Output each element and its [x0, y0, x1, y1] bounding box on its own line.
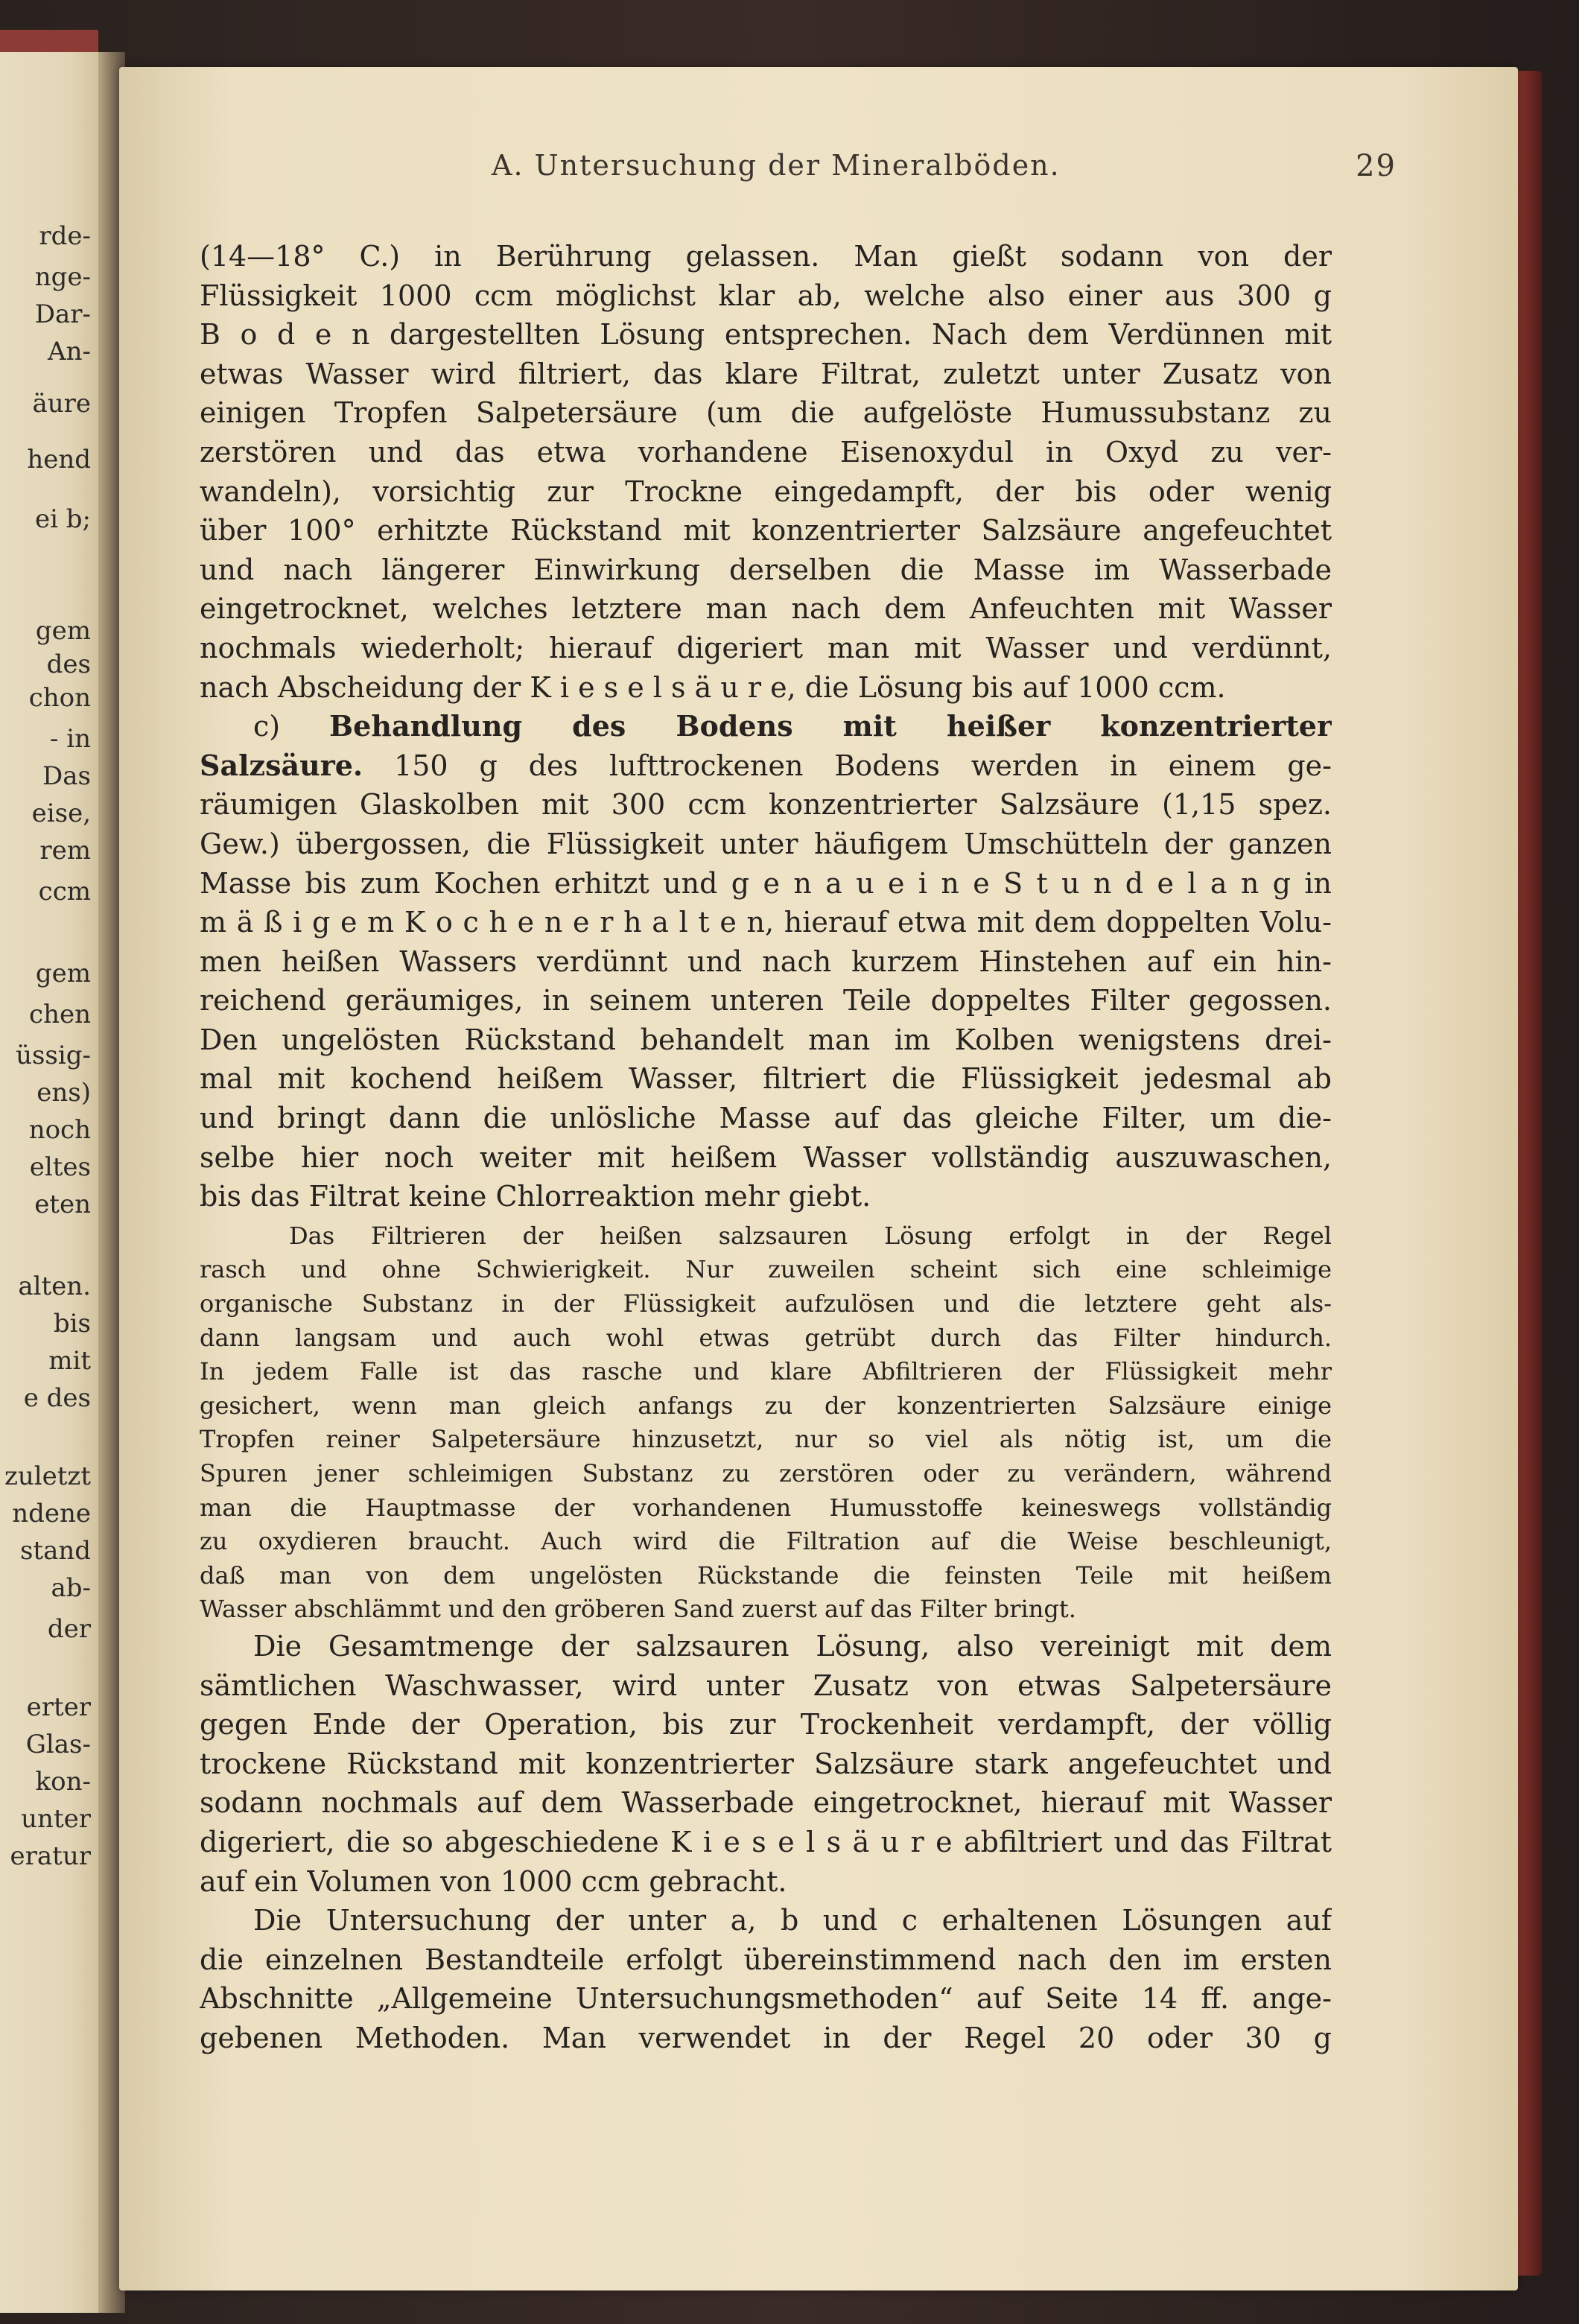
text-line: gegen Ende der Operation, bis zur Trockenheit verdampft, der völlig — [200, 1708, 1332, 1742]
text-line: einigen Tropfen Salpetersäure (um die aufgelöste Humussubstanz zu — [200, 396, 1332, 430]
left-page-fragment: nge- — [34, 262, 91, 292]
left-page-fragment: üssig- — [16, 1041, 91, 1070]
left-page-fragment: eten — [34, 1190, 91, 1219]
left-page-fragment: erter — [26, 1692, 91, 1722]
page-body — [200, 237, 1332, 2058]
text-line: men heißen Wassers verdünnt und nach kurzem Hinstehen auf ein hin- — [200, 944, 1332, 978]
text-line: In jedem Falle ist das rasche und klare Abfiltrieren der Flüssigkeit mehr — [200, 1357, 1332, 1386]
left-page-fragment: - in — [49, 724, 91, 754]
text-line: räumigen Glaskolben mit 300 ccm konzentrierter Salzsäure (1,15 spez. — [200, 788, 1332, 822]
section-c-label: c) — [253, 710, 281, 743]
left-page-fragment: Glas- — [25, 1730, 91, 1759]
left-page-fragment: gem — [35, 616, 91, 646]
left-page-fragment: des — [46, 650, 91, 679]
left-page-fragment: chen — [29, 1000, 91, 1029]
left-page-fragment: stand — [19, 1536, 91, 1566]
left-page-fragment: An- — [48, 337, 91, 366]
text-line: zu oxydieren braucht. Auch wird die Filtration auf die Weise beschleunigt, — [200, 1527, 1332, 1556]
text-line: Gew.) übergossen, die Flüssigkeit unter häufigem Umschütteln der ganzen — [200, 827, 1332, 860]
left-page-fragment: hend — [27, 445, 91, 474]
text-line: gebenen Methoden. Man verwendet in der Regel 20 oder 30 g — [200, 2021, 1332, 2054]
section-c-line-2 — [200, 746, 1332, 786]
text-line: und nach längerer Einwirkung derselben die Masse im Wasserbade — [200, 553, 1332, 586]
left-page-fragment: ccm — [38, 877, 91, 907]
text-line: und bringt dann die unlösliche Masse auf das gleiche Filter, um die- — [200, 1102, 1332, 1135]
text-line: man die Hauptmasse der vorhandenen Humusstoffe keineswegs vollständig — [200, 1493, 1332, 1522]
section-c-heading: Behandlung des Bodens mit heißer konzentrierter — [329, 709, 1332, 743]
text-line: digeriert, die so abgeschiedene K i e s e l s ä u r e abfiltriert und das Filtrat — [200, 1825, 1332, 1858]
text-line: dann langsam und auch wohl etwas getrübt durch das Filter hindurch. — [200, 1323, 1332, 1352]
text-line: sodann nochmals auf dem Wasserbade eingetrocknet, hierauf mit Wasser — [200, 1786, 1332, 1820]
left-page-fragment: unter — [21, 1804, 91, 1834]
left-page-fragment: der — [47, 1614, 91, 1644]
left-page-fragment: Dar- — [34, 299, 91, 329]
left-page-fragment: rde- — [39, 221, 91, 251]
running-header — [492, 149, 1397, 186]
text-line: bis das Filtrat keine Chlorreaktion mehr giebt. — [200, 1180, 871, 1213]
text-line: wandeln), vorsichtig zur Trockne eingedampft, der bis oder wenig — [200, 474, 1332, 508]
paragraph-1 — [200, 237, 1332, 707]
paragraph-3 — [200, 1627, 1332, 1901]
text-line: Spuren jener schleimigen Substanz zu zerstören oder zu verändern, während — [200, 1459, 1332, 1488]
text-line: reichend geräumiges, in seinem unteren Teile doppeltes Filter gegossen. — [200, 984, 1332, 1017]
text-line: organische Substanz in der Flüssigkeit aufzulösen und die letztere geht als- — [200, 1289, 1332, 1318]
left-page-fragment: eltes — [29, 1152, 91, 1182]
text-line: über 100° erhitzte Rückstand mit konzentrierter Salzsäure angefeuchtet — [200, 514, 1332, 547]
text-line: daß man von dem ungelösten Rückstande die feinsten Teile mit heißem — [200, 1561, 1332, 1590]
left-page-fragment: zuletzt — [4, 1461, 91, 1491]
text-line: rasch und ohne Schwierigkeit. Nur zuweilen scheint sich eine schleimige — [200, 1255, 1332, 1284]
text-line: sämtlichen Waschwasser, wird unter Zusatz von etwas Salpetersäure — [200, 1669, 1332, 1702]
left-page-fragment: eise, — [31, 799, 91, 828]
text-line: die einzelnen Bestandteile erfolgt übereinstimmend nach den im ersten — [200, 1943, 1332, 1976]
text-line: zerstören und das etwa vorhandene Eisenoxydul in Oxyd zu ver- — [200, 435, 1332, 469]
text-line: Die Untersuchung der unter a, b und c erhaltenen Lösungen auf — [253, 1904, 1332, 1937]
text-line: m ä ß i g e m K o c h e n e r h a l t e n, hierauf etwa mit dem doppelten Volu- — [200, 906, 1332, 939]
paragraph-4 — [200, 1901, 1332, 2057]
left-page-fragment: chon — [28, 683, 91, 713]
left-page-fragment: äure — [32, 389, 91, 419]
left-page-fragment: bis — [53, 1309, 91, 1339]
left-page-fragment: e des — [23, 1383, 91, 1413]
left-facing-page — [0, 52, 98, 2313]
header-title: A. Untersuchung der Mineralböden. — [492, 149, 1061, 182]
text-line: Die Gesamtmenge der salzsauren Lösung, also vereinigt mit dem — [253, 1629, 1332, 1663]
text-line: mal mit kochend heißem Wasser, filtriert die Flüssigkeit jedesmal ab — [200, 1062, 1332, 1096]
left-page-fragment: ab- — [51, 1573, 91, 1603]
left-page-fragment: alten. — [18, 1271, 91, 1301]
text-line: selbe hier noch weiter mit heißem Wasser vollständig auszuwaschen, — [200, 1140, 1332, 1174]
text-line: Das Filtrieren der heißen salzsauren Lösung erfolgt in der Regel — [289, 1221, 1332, 1250]
text-line: eingetrocknet, welches letztere man nach dem Anfeuchten mit Wasser — [200, 592, 1332, 626]
text-line: Abschnitte „Allgemeine Untersuchungsmethoden“ auf Seite 14 ff. ange- — [200, 1982, 1332, 2016]
left-page-fragment: eratur — [10, 1841, 91, 1871]
section-c-heading-end: Salzsäure. — [200, 748, 363, 782]
text-line: nach Abscheidung der K i e s e l s ä u r e, die Lösung bis auf 1000 ccm. — [200, 670, 1226, 704]
text-line: auf ein Volumen von 1000 ccm gebracht. — [200, 1864, 787, 1898]
text-line: nochmals wiederholt; hierauf digeriert man mit Wasser und verdünnt, — [200, 631, 1332, 664]
text-line: Masse bis zum Kochen erhitzt und g e n a u e i n e S t u n d e l a n g in — [200, 866, 1332, 900]
page-number: 29 — [1356, 149, 1397, 183]
left-page-fragment: kon- — [35, 1767, 91, 1797]
left-page-fragment: ei b; — [34, 504, 91, 534]
section-c-paragraph — [200, 785, 1332, 1216]
text-line: etwas Wasser wird filtriert, das klare Filtrat, zuletzt unter Zusatz von — [200, 357, 1332, 390]
left-page-fragment: ens) — [36, 1078, 91, 1108]
section-c-line-2-text: 150 g des lufttrockenen Bodens werden in einem ge- — [394, 749, 1332, 782]
text-line: Den ungelösten Rückstand behandelt man im Kolben wenigstens drei- — [200, 1023, 1332, 1056]
small-print-note — [200, 1219, 1332, 1627]
left-page-fragment: mit — [48, 1346, 91, 1376]
left-cover-edge — [0, 30, 98, 55]
text-line: gesichert, wenn man gleich anfangs zu der konzentrierten Salzsäure einige — [200, 1391, 1332, 1420]
text-line: Tropfen reiner Salpetersäure hinzusetzt, nur so viel als nötig ist, um die — [200, 1425, 1332, 1454]
section-c-heading-line — [200, 707, 1332, 746]
text-line: trockene Rückstand mit konzentrierter Salzsäure stark angefeuchtet und — [200, 1747, 1332, 1780]
text-line: B o d e n dargestellten Lösung entsprechen. Nach dem Verdünnen mit — [200, 318, 1332, 352]
left-page-fragment: gem — [35, 959, 91, 988]
text-line: Wasser abschlämmt und den gröberen Sand zuerst auf das Filter bringt. — [200, 1595, 1076, 1624]
left-page-fragment: ndene — [12, 1499, 91, 1528]
left-page-fragment: Das — [42, 761, 91, 791]
left-page-fragment: rem — [39, 836, 91, 866]
text-line: (14—18° C.) in Berührung gelassen. Man gießt sodann von der — [200, 240, 1332, 273]
text-line: Flüssigkeit 1000 ccm möglichst klar ab, welche also einer aus 300 g — [200, 279, 1332, 312]
left-page-fragment: noch — [28, 1115, 91, 1145]
